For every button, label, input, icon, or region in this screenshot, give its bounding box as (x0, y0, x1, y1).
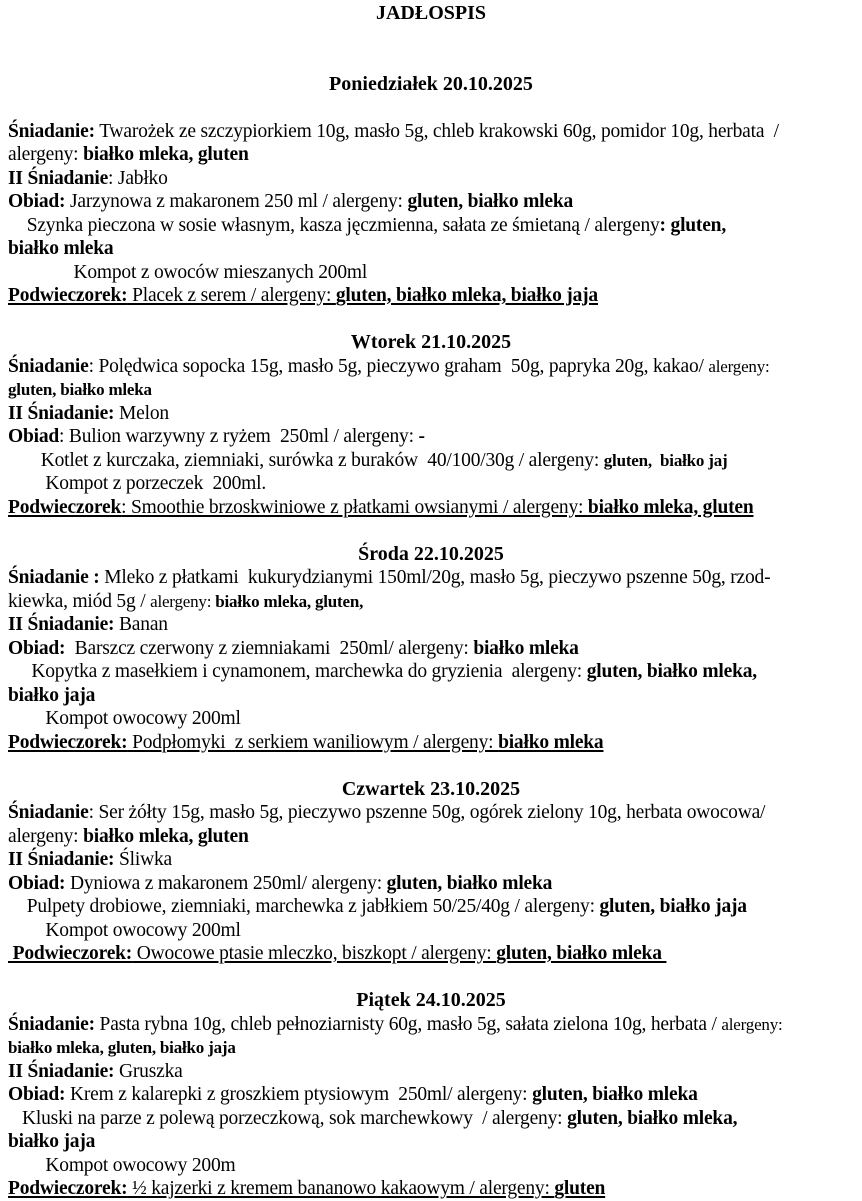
compote-line (8, 919, 854, 943)
text-segment: gluten, białko mleka (532, 1084, 698, 1105)
text-segment: gluten, białko mleka (386, 872, 553, 894)
text-segment: Kopytka z masełkiem i cynamonem, marchewka do gryzienia alergeny: (8, 661, 587, 682)
text-segment: ½ kajzerki z kremem bananowo kakaowym / alergeny: (127, 1178, 555, 1199)
blank-line (8, 966, 854, 990)
breakfast-allergens-line (8, 143, 854, 167)
text-segment: Podwieczorek: (8, 285, 128, 306)
text-segment: - (418, 426, 425, 447)
text-segment: Kompot z owoców mieszanych 200ml (8, 261, 368, 283)
text-segment: II Śniadanie: (8, 402, 115, 424)
second-breakfast-line (8, 167, 854, 191)
text-segment: : Ser żółty 15g, masło 5g, pieczywo pszenne 50g, ogórek zielony 10g, herbata owocowa/ (88, 802, 766, 823)
soup-line (8, 872, 854, 896)
breakfast-line (8, 566, 854, 590)
text-segment: alergeny: (8, 144, 84, 165)
main-course-line (8, 660, 854, 684)
text-segment: gluten, białko mleka, (586, 661, 757, 682)
compote-line (8, 707, 854, 731)
dessert-line (8, 1177, 854, 1201)
text-segment: Owocowe ptasie mleczko, biszkopt / alergeny: (132, 943, 497, 964)
text-segment: Krem z kalarepki z groszkiem ptysiowym 250ml/ alergeny: (65, 1084, 533, 1105)
text-segment: Śniadanie (8, 802, 89, 823)
text-segment: II Śniadanie: (8, 614, 115, 635)
breakfast-allergens-line (8, 590, 854, 614)
text-segment: alergeny: (8, 825, 84, 847)
text-segment: Obiad: (8, 637, 66, 659)
text-segment: Obiad (8, 426, 60, 447)
text-segment: : gluten, (659, 214, 726, 236)
text-segment: : Bulion warzywny z ryżem 250ml / alergeny: (59, 426, 419, 447)
text-segment: Podwieczorek: (8, 1178, 128, 1199)
day-section (8, 778, 854, 966)
blank-line (8, 754, 854, 778)
day-heading: Poniedziałek 20.10.2025 (329, 72, 533, 95)
blank-line (8, 49, 854, 73)
day-section (8, 331, 854, 519)
text-segment: gluten, białko mleka (407, 191, 574, 212)
soup-line (8, 425, 854, 449)
text-segment: gluten, białko mleka (496, 943, 667, 964)
text-segment: Kompot z porzeczek 200ml. (8, 473, 267, 494)
compote-line (8, 472, 854, 496)
day-section (8, 73, 854, 308)
breakfast-allergens-line (8, 1036, 854, 1060)
text-segment: gluten, białko mleka (8, 380, 152, 399)
text-segment: II Śniadanie: (8, 1060, 115, 1082)
dessert-line (8, 731, 854, 755)
text-segment: Szynka pieczona w sosie własnym, kasza jęczmienna, sałata ze śmietaną / alergeny (8, 214, 660, 236)
text-segment: Śniadanie : (8, 567, 100, 588)
text-segment: Placek z serem / alergeny: (127, 285, 336, 306)
text-segment: Podpłomyki z serkiem waniliowym / alergeny: (127, 731, 499, 753)
text-segment: Kluski na parze z polewą porzeczkową, sok marchewkowy / alergeny: (8, 1107, 568, 1129)
dessert-line (8, 284, 854, 308)
text-segment: białko mleka, gluten (83, 825, 249, 847)
main-course-allergens-line (8, 684, 854, 708)
text-segment: Kompot owocowy 200ml (8, 919, 241, 941)
text-segment: gluten, białko jaja (599, 896, 747, 917)
dessert-line (8, 496, 854, 520)
text-segment: Śniadanie (8, 355, 89, 377)
text-segment: kiewka, miód 5g / (8, 590, 151, 612)
text-segment: białko jaja (8, 684, 96, 706)
text-segment: Twarożek ze szczypiorkiem 10g, masło 5g, chleb krakowski 60g, pomidor 10g, herbata / (94, 120, 779, 142)
text-segment: gluten, białko mleka, (567, 1107, 738, 1129)
blank-line (8, 26, 854, 50)
second-breakfast-line (8, 402, 854, 426)
soup-line (8, 637, 854, 661)
blank-line (8, 96, 854, 120)
breakfast-allergens-line (8, 378, 854, 402)
day-heading: Czwartek 23.10.2025 (341, 777, 521, 800)
text-segment: Banan (114, 614, 168, 635)
text-segment: Śniadanie: (8, 120, 95, 142)
main-course-line (8, 1107, 854, 1131)
days-container (8, 73, 854, 1201)
text-segment: białko mleka, gluten (83, 144, 249, 165)
text-segment: : Jabłko (108, 167, 168, 189)
blank-line (8, 519, 854, 543)
main-course-allergens-line (8, 237, 854, 261)
day-section (8, 543, 854, 755)
main-course-line (8, 449, 854, 473)
day-heading: Piątek 24.10.2025 (356, 989, 506, 1011)
second-breakfast-line (8, 848, 854, 872)
day-section (8, 989, 854, 1201)
text-segment: Obiad: (8, 872, 66, 894)
text-segment: gluten (554, 1178, 606, 1199)
main-course-line (8, 895, 854, 919)
second-breakfast-line (8, 613, 854, 637)
breakfast-line (8, 801, 854, 825)
text-segment: Kotlet z kurczaka, ziemniaki, surówka z buraków 40/100/30g / alergeny: (8, 449, 604, 471)
text-segment: białko jaja (8, 1131, 96, 1152)
text-segment: alergeny: (708, 356, 770, 376)
text-segment: białko mleka, gluten, (215, 591, 364, 611)
text-segment: Śliwka (114, 849, 172, 870)
text-segment: białko mleka, gluten (587, 496, 754, 518)
text-segment: Obiad: (8, 191, 66, 212)
text-segment: Kompot owocowy 200m (8, 1154, 236, 1176)
text-segment: alergeny: (721, 1014, 783, 1034)
blank-line (8, 308, 854, 332)
text-segment: gluten, białko jaj (603, 450, 728, 470)
text-segment: II Śniadanie (8, 167, 109, 189)
day-heading: Wtorek 21.10.2025 (350, 331, 512, 353)
main-course-line (8, 214, 854, 238)
breakfast-line (8, 355, 854, 379)
text-segment: Dyniowa z makaronem 250ml/ alergeny: (65, 872, 387, 894)
page-title: JADŁOSPIS (375, 2, 487, 24)
text-segment: Barszcz czerwony z ziemniakami 250ml/ alergeny: (65, 637, 474, 659)
text-segment: białko mleka (498, 731, 604, 753)
text-segment: Mleko z płatkami kukurydzianymi 150ml/20g, masło 5g, pieczywo pszenne 50g, rzod- (99, 567, 771, 588)
day-heading: Środa 22.10.2025 (358, 542, 504, 565)
text-segment: Jarzynowa z makaronem 250 ml / alergeny: (65, 191, 408, 212)
text-segment: białko mleka, gluten, białko jaja (8, 1038, 236, 1057)
text-segment: Podwieczorek: (8, 731, 128, 753)
text-segment: II Śniadanie: (8, 849, 115, 870)
text-segment: Śniadanie: (8, 1013, 95, 1035)
main-course-allergens-line (8, 1130, 854, 1154)
compote-line (8, 1154, 854, 1178)
compote-line (8, 261, 854, 285)
text-segment: Melon (114, 402, 169, 424)
text-segment: gluten, białko mleka, białko jaja (335, 285, 598, 306)
soup-line (8, 190, 854, 214)
text-segment: alergeny: (150, 591, 216, 611)
soup-line (8, 1083, 854, 1107)
breakfast-allergens-line (8, 825, 854, 849)
text-segment: białko mleka (473, 637, 579, 659)
breakfast-line (8, 120, 854, 144)
second-breakfast-line (8, 1060, 854, 1084)
text-segment: Gruszka (114, 1060, 183, 1082)
breakfast-line (8, 1013, 854, 1037)
text-segment: Podwieczorek: (8, 943, 133, 964)
text-segment: : Smoothie brzoskwiniowe z płatkami owsianymi / alergeny: (121, 496, 588, 518)
text-segment: Podwieczorek (8, 496, 122, 518)
text-segment: Obiad: (8, 1084, 66, 1105)
text-segment: Kompot owocowy 200ml (8, 708, 241, 729)
text-segment: : Polędwica sopocka 15g, masło 5g, pieczywo graham 50g, papryka 20g, kakao/ (88, 355, 709, 377)
text-segment: Pulpety drobiowe, ziemniaki, marchewka z jabłkiem 50/25/40g / alergeny: (8, 896, 600, 917)
dessert-line (8, 942, 854, 966)
text-segment: Pasta rybna 10g, chleb pełnoziarnisty 60g, masło 5g, sałata zielona 10g, herbata / (94, 1013, 722, 1035)
text-segment: białko mleka (8, 238, 114, 259)
